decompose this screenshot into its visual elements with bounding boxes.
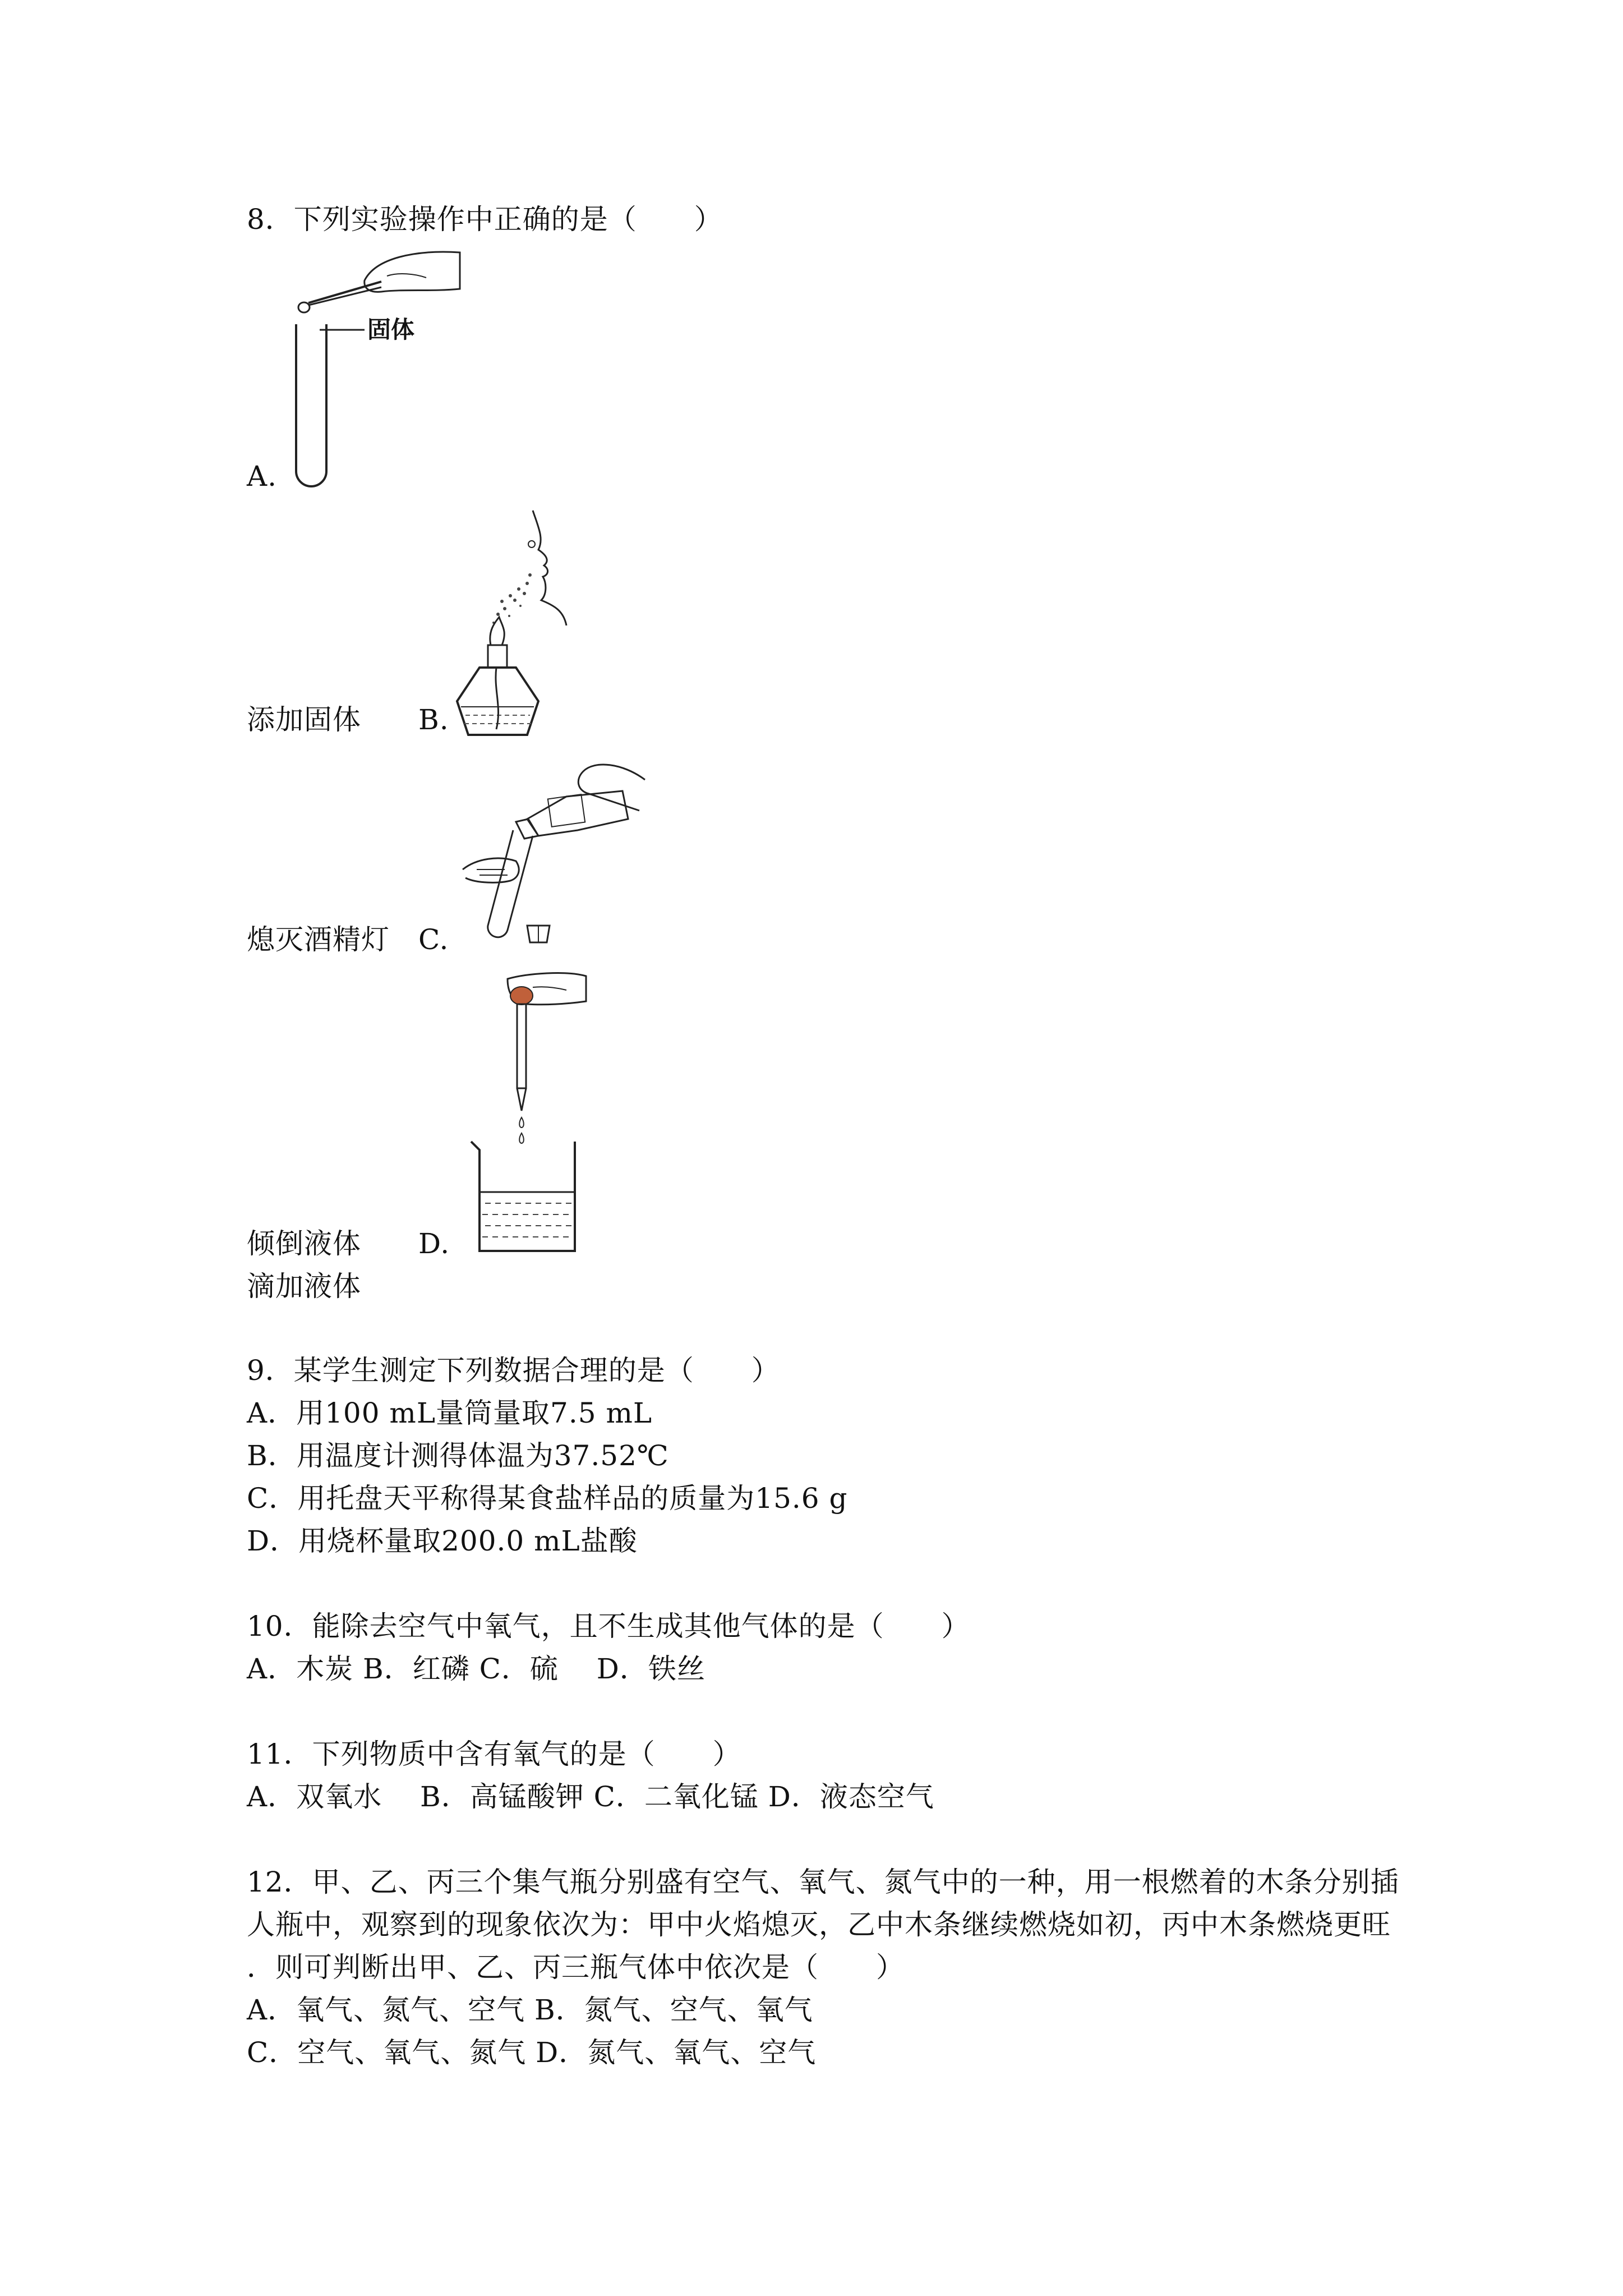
q9-stem: 9．某学生测定下列数据合理的是（ ） xyxy=(247,1354,780,1387)
q9-option-a: A．用100 mL量筒量取7.5 mL xyxy=(247,1397,653,1429)
figure-extinguish-alcohol-lamp xyxy=(449,505,606,740)
q9-option-b: B．用温度计测得体温为37.52℃ xyxy=(247,1439,669,1472)
caption-b-option-c: 熄灭酒精灯 C. xyxy=(247,923,449,956)
q12-options-row2: C．空气、氧气、氮气 D．氮气、氧气、空气 xyxy=(247,2036,817,2069)
figure-pouring-liquid xyxy=(454,757,651,954)
caption-c-option-d: 倾倒液体 D. xyxy=(247,1227,450,1260)
q8-option-a: A. xyxy=(247,460,278,493)
q11-options: A．双氧水 B．高锰酸钾 C．二氧化锰 D．液态空气 xyxy=(247,1780,934,1813)
figure-label-solid: 固体 xyxy=(367,316,415,343)
caption-a-option-b: 添加固体 B. xyxy=(247,703,449,736)
q9-option-c: C．用托盘天平称得某食盐样品的质量为15.6 g xyxy=(247,1482,848,1515)
q10-stem: 10．能除去空气中氧气，且不生成其他气体的是（ ） xyxy=(247,1610,970,1642)
figure-dropping-liquid xyxy=(460,970,628,1262)
q9-option-d: D．用烧杯量取200.0 mL盐酸 xyxy=(247,1525,638,1557)
q12-stem-line3: ．则可判断出甲、乙、丙三瓶气体中依次是（ ） xyxy=(247,1951,905,1984)
q12-stem-line1: 12．甲、乙、丙三个集气瓶分别盛有空气、氧气、氮气中的一种，用一根燃着的木条分别插 xyxy=(247,1866,1399,1898)
q8-stem: 8．下列实验操作中正确的是（ ） xyxy=(247,203,723,236)
figure-adding-solid xyxy=(280,247,471,494)
q12-options-row1: A．氧气、氮气、空气 B．氮气、空气、氧气 xyxy=(247,1994,813,2026)
q10-options: A．木炭 B．红磷 C．硫 D．铁丝 xyxy=(247,1653,706,1685)
q12-stem-line2: 人瓶中，观察到的现象依次为：甲中火焰熄灭，乙中木条继续燃烧如初，丙中木条燃烧更旺 xyxy=(247,1908,1391,1941)
q11-stem: 11．下列物质中含有氧气的是（ ） xyxy=(247,1738,741,1770)
caption-d: 滴加液体 xyxy=(247,1270,361,1303)
